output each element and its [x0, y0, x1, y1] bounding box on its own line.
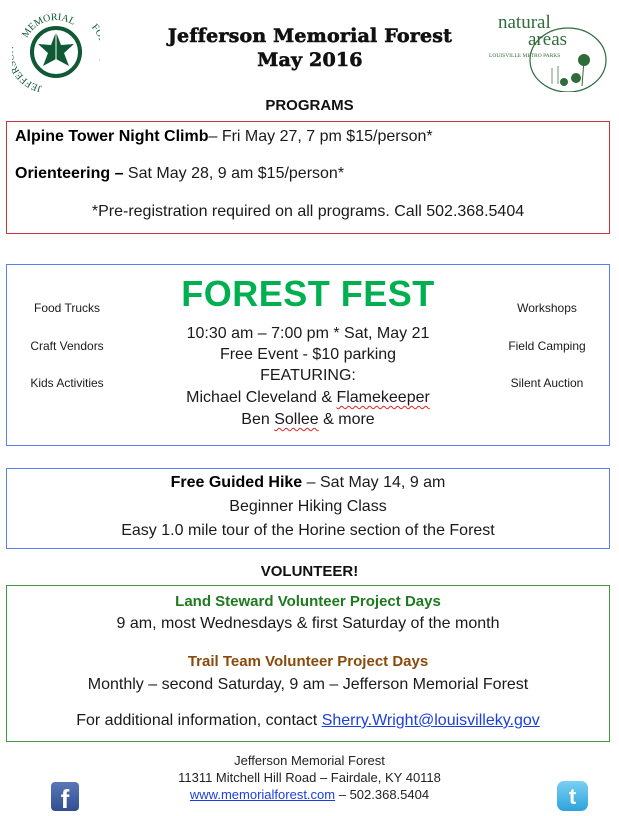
hike-detail: – Sat May 14, 9 am: [302, 474, 446, 491]
program-detail: Sat May 28, 9 am $15/person*: [123, 165, 345, 182]
performer-text: & more: [318, 411, 375, 428]
forest-fest-box: [6, 264, 610, 446]
facebook-icon[interactable]: f: [51, 782, 79, 811]
contact-email-link[interactable]: Sherry.Wright@louisvilleky.gov: [321, 712, 540, 729]
svg-text:JEFFERSON: JEFFE: [13, 69, 43, 92]
footer: [0, 752, 619, 803]
jefferson-memorial-forest-logo-icon: [12, 4, 100, 92]
feature-workshops: Workshops: [517, 301, 577, 315]
performer-text: Sollee: [274, 411, 319, 428]
feature-silent-auction: Silent Auction: [510, 376, 584, 390]
footer-phone: – 502.368.5404: [335, 787, 430, 802]
footer-contact: [0, 786, 619, 803]
program-name: Alpine Tower Night Climb: [15, 128, 209, 145]
program-item-alpine-tower: [15, 128, 617, 146]
land-steward-title: Land Steward Volunteer Project Days: [175, 593, 441, 610]
program-detail: – Fri May 27, 7 pm $15/person*: [208, 128, 433, 145]
hike-description: Easy 1.0 mile tour of the Horine section of the Forest: [121, 522, 495, 539]
feature-food-trucks: Food Trucks: [33, 301, 101, 315]
program-item-orienteering: [15, 165, 617, 183]
website-link[interactable]: www.memorialforest.com: [189, 787, 336, 802]
title-line-1: Jefferson Memorial Forest: [167, 25, 453, 47]
fest-price: Free Event - $10 parking: [219, 346, 397, 363]
natural-areas-logo-icon: [488, 10, 608, 92]
performer-text: Flamekeeper: [336, 389, 430, 406]
preregistration-note: *Pre-registration required on all programs. Call 502.368.5404: [91, 203, 525, 220]
page-title: [130, 24, 490, 72]
svg-text:FOREST: F: [89, 22, 100, 34]
program-name: Orienteering –: [15, 165, 124, 182]
programs-heading: PROGRAMS: [265, 97, 354, 114]
hike-class: Beginner Hiking Class: [229, 498, 387, 515]
forest-fest-title: FOREST FEST: [181, 273, 435, 314]
footer-address: 11311 Mitchell Hill Road – Fairdale, KY 40118: [178, 770, 441, 785]
volunteer-heading: VOLUNTEER!: [260, 563, 359, 580]
twitter-icon[interactable]: t: [557, 781, 588, 811]
guided-hike-box: [6, 468, 610, 549]
volunteer-box: [6, 585, 610, 742]
trail-team-detail: Monthly – second Saturday, 9 am – Jefferson Memorial Forest: [87, 676, 529, 693]
fest-performer-1: [7, 389, 609, 407]
footer-name: Jefferson Memorial Forest: [234, 753, 385, 768]
trail-team-title: Trail Team Volunteer Project Days: [187, 653, 429, 670]
feature-field-camping: Field Camping: [508, 339, 586, 353]
fest-time: 10:30 am – 7:00 pm * Sat, May 21: [186, 325, 430, 342]
svg-text:MEMORIAL: MEMORIAL: [20, 11, 78, 40]
feature-kids-activities: Kids Activities: [30, 376, 104, 390]
programs-box: [6, 121, 610, 234]
hike-title-line: [7, 474, 609, 492]
land-steward-detail: 9 am, most Wednesdays & first Saturday of the month: [116, 615, 500, 632]
fest-featuring-label: FEATURING:: [260, 367, 356, 384]
performer-text: Michael Cleveland &: [186, 389, 337, 406]
svg-text:natural: natural: [498, 12, 551, 33]
hike-name: Free Guided Hike: [170, 474, 303, 491]
contact-prefix: For additional information, contact: [76, 712, 322, 729]
feature-craft-vendors: Craft Vendors: [30, 339, 104, 353]
svg-text:LOUISVILLE METRO PARKS: LOUISVILLE METRO PARKS: [489, 53, 561, 59]
contact-line: [7, 712, 609, 730]
fest-performer-2: [7, 411, 609, 429]
performer-text: Ben: [241, 411, 275, 428]
title-line-2: May 2016: [257, 49, 363, 71]
svg-text:areas: areas: [528, 29, 568, 50]
